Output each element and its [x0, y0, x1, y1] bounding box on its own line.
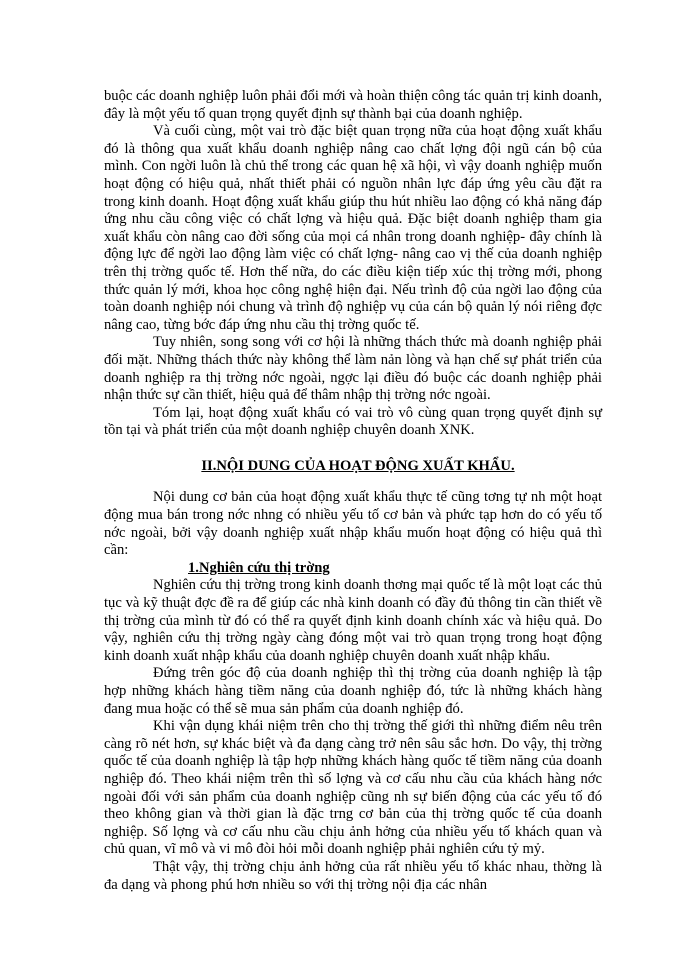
subsection-heading: 1.Nghiên cứu thị trờng	[188, 559, 330, 576]
paragraph: Và cuối cùng, một vai trò đặc biệt quan trọng nữa của hoạt động xuất khẩu đó là thông qua xuất khẩu doanh nghiệp nâng cao chất lợng đội ngũ cán bộ của mình. Con ngời luôn là chủ thể trong các quan hệ xã hội, vì vậy doanh nghiệp muốn hoạt động có hiệu quả, nhất thiết phải có nguồn nhân lực đáp ứng yêu cầu đặt ra trong kinh doanh. Hoạt động xuất khẩu giúp thu hút nhiều lao động có khả năng đáp ứng nhu cầu công việc có chất lợng và hiệu quả. Đặc biệt doanh nghiệp tham gia xuất khẩu còn nâng cao đời sống của mọi cá nhân trong doanh nghiệp- đây chính là động lực để ngời lao động làm việc có chất lợng- nâng cao vị thế của doanh nghiệp trên thị trờng quốc tế. Hơn thế nữa, do các điều kiện tiếp xúc thị trờng mới, phong thức quản lý mới, khoa học công nghệ hiện đại. Nếu trình độ của ngời lao động của toàn doanh nghiệp nói chung và trình độ nghiệp vụ của cán bộ quản lý nói riêng đợc nâng cao, từng bớc đáp ứng nhu cầu thị trờng quốc tế.	[104, 123, 602, 333]
paragraph: Tóm lại, hoạt động xuất khẩu có vai trò vô cùng quan trọng quyết định sự tồn tại và phát triển của một doanh nghiệp chuyên doanh XNK.	[104, 404, 602, 439]
section-heading: II.NỘI DUNG CỦA HOẠT ĐỘNG XUẤT KHẨU.	[201, 457, 515, 474]
paragraph: Thật vậy, thị trờng chịu ảnh hởng của rất nhiều yếu tố khác nhau, thờng là đa dạng và phong phú hơn nhiều so với thị trờng nội địa các nhân	[104, 858, 602, 893]
paragraph: Nội dung cơ bản của hoạt động xuất khẩu thực tế cũng tơng tự nh một hoạt động mua bán trong nớc nhng có nhiều yếu tố cơ bản và phức tạp hơn do có yếu tố nớc ngoài, bởi vậy doanh nghiệp xuất nhập khẩu muốn hoạt động có hiệu quả thì cần:	[104, 489, 602, 559]
paragraph: Khi vận dụng khái niệm trên cho thị trờng thế giới thì những điểm nêu trên càng rõ nét hơn, sự khác biệt và đa dạng càng trở nên sâu sắc hơn. Do vậy, thị trờng quốc tế của doanh nghiệp là tập hợp những khách hàng quốc tế tiềm năng của doanh nghiệp đó. Theo khái niệm trên thì số lợng và cơ cấu nhu cầu của khách hàng nớc ngoài đối với sản phẩm của doanh nghiệp cũng nh sự biến động của các yếu tố đó theo không gian và thời gian là đặc trng cơ bản của thị trờng quốc tế của doanh nghiệp. Số lợng và cơ cấu nhu cầu chịu ảnh hởng của nhiều yếu tố khách quan và chủ quan, vĩ mô và vi mô đòi hỏi mỗi doanh nghiệp phải nghiên cứu tỷ mỷ.	[104, 718, 602, 858]
paragraph: Nghiên cứu thị trờng trong kinh doanh thơng mại quốc tế là một loạt các thủ tục và kỹ thuật đợc đề ra để giúp các nhà kinh doanh có đầy đủ thông tin cần thiết về thị trờng của mình từ đó có thể ra quyết định kinh doanh chính xác và hiệu quả. Do vậy, nghiên cứu thị trờng ngày càng đóng một vai trò quan trọng trong hoạt động kinh doanh xuất nhập khẩu của doanh nghiệp chuyên doanh xuất nhập khẩu.	[104, 577, 602, 664]
paragraph: Tuy nhiên, song song với cơ hội là những thách thức mà doanh nghiệp phải đối mặt. Những thách thức này không thể làm nản lòng và hạn chế sự phát triển của doanh nghiệp ra thị trờng nớc ngoài, ngợc lại điều đó buộc các doanh nghiệp phải nhận thức sự cần thiết, hiệu quả để thâm nhập thị trờng nớc ngoài.	[104, 334, 602, 404]
document-page	[104, 88, 602, 894]
paragraph: buộc các doanh nghiệp luôn phải đổi mới và hoàn thiện công tác quản trị kinh doanh, đây là một yếu tố quan trọng quyết định sự thành bại của doanh nghiệp.	[104, 88, 602, 122]
paragraph: Đứng trên góc độ của doanh nghiệp thì thị trờng của doanh nghiệp là tập hợp những khách hàng tiềm năng của doanh nghiệp đó, tức là những khách hàng đang mua hoặc có thể sẽ mua sản phẩm của doanh nghiệp đó.	[104, 665, 602, 717]
